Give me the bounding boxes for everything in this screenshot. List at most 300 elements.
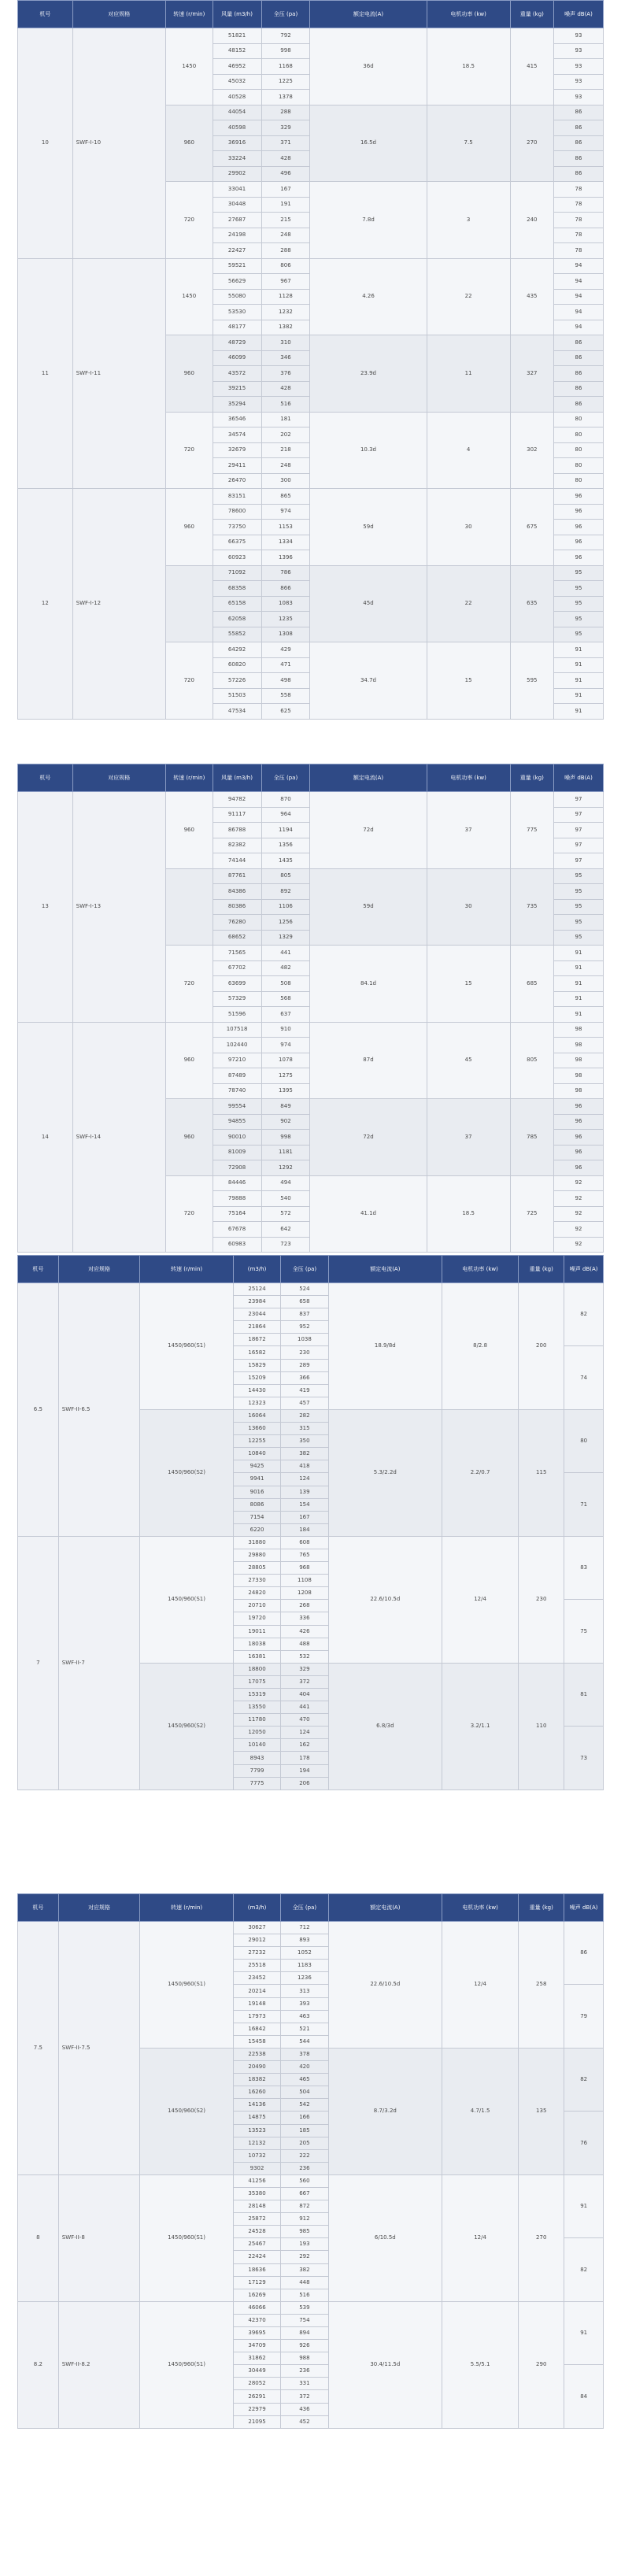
power-cell: 4 bbox=[427, 412, 510, 489]
pressure-cell: 1329 bbox=[261, 930, 310, 946]
airflow-cell: 16842 bbox=[233, 2023, 280, 2035]
noise-cell: 91 bbox=[553, 1007, 603, 1023]
power-cell: 45 bbox=[427, 1022, 510, 1099]
airflow-cell: 23984 bbox=[233, 1296, 280, 1308]
model-number: 7 bbox=[18, 1536, 59, 1790]
airflow-cell: 45032 bbox=[213, 74, 261, 90]
pressure-cell: 1236 bbox=[281, 1972, 328, 1985]
pressure-cell: 420 bbox=[281, 2061, 328, 2074]
pressure-cell: 162 bbox=[281, 1739, 328, 1752]
table-row bbox=[18, 1022, 604, 1038]
pressure-cell: 1052 bbox=[281, 1947, 328, 1960]
weight-cell: 675 bbox=[510, 489, 553, 566]
pressure-cell: 329 bbox=[281, 1663, 328, 1675]
pressure-cell: 1208 bbox=[281, 1587, 328, 1600]
airflow-cell: 78740 bbox=[213, 1083, 261, 1099]
pressure-cell: 457 bbox=[281, 1397, 328, 1409]
airflow-cell: 30448 bbox=[213, 197, 261, 213]
column-header: 额定电流(A) bbox=[328, 1256, 442, 1283]
pressure-cell: 902 bbox=[261, 1114, 310, 1130]
column-header: 机号 bbox=[18, 1256, 59, 1283]
airflow-cell: 76280 bbox=[213, 915, 261, 931]
noise-cell: 95 bbox=[553, 596, 603, 612]
pressure-cell: 1292 bbox=[261, 1160, 310, 1176]
noise-cell: 74 bbox=[564, 1346, 604, 1409]
airflow-cell: 7154 bbox=[233, 1511, 280, 1523]
pressure-cell: 181 bbox=[261, 412, 310, 427]
airflow-cell: 18038 bbox=[233, 1638, 280, 1650]
table-row bbox=[18, 489, 604, 505]
weight-cell: 435 bbox=[510, 258, 553, 335]
pressure-cell: 393 bbox=[281, 1997, 328, 2010]
pressure-cell: 806 bbox=[261, 258, 310, 274]
pressure-cell: 310 bbox=[261, 335, 310, 351]
table-header-row bbox=[18, 1256, 604, 1283]
airflow-cell: 56629 bbox=[213, 274, 261, 290]
pressure-cell: 765 bbox=[281, 1549, 328, 1561]
current-cell: 72d bbox=[310, 792, 427, 869]
speed-cell bbox=[165, 565, 213, 642]
pressure-cell: 436 bbox=[281, 2403, 328, 2415]
airflow-cell: 6220 bbox=[233, 1523, 280, 1536]
noise-cell: 93 bbox=[553, 90, 603, 105]
airflow-cell: 83151 bbox=[213, 489, 261, 505]
airflow-cell: 25518 bbox=[233, 1960, 280, 1972]
column-header: 转速 (r/min) bbox=[140, 1256, 234, 1283]
airflow-cell: 13550 bbox=[233, 1701, 280, 1714]
airflow-cell: 29012 bbox=[233, 1934, 280, 1947]
current-cell: 45d bbox=[310, 565, 427, 642]
noise-cell: 93 bbox=[553, 74, 603, 90]
airflow-cell: 36916 bbox=[213, 135, 261, 151]
speed-cell: 960 bbox=[165, 105, 213, 182]
airflow-cell: 16269 bbox=[233, 2289, 280, 2301]
column-header: 重量 (kg) bbox=[510, 1, 553, 28]
pressure-cell: 426 bbox=[281, 1625, 328, 1638]
airflow-cell: 34574 bbox=[213, 427, 261, 443]
weight-cell: 725 bbox=[510, 1175, 553, 1253]
noise-cell: 80 bbox=[553, 458, 603, 474]
airflow-cell: 41256 bbox=[233, 2174, 280, 2187]
pressure-cell: 894 bbox=[281, 2327, 328, 2340]
noise-cell: 96 bbox=[553, 1160, 603, 1176]
power-cell: 15 bbox=[427, 642, 510, 720]
airflow-cell: 18800 bbox=[233, 1663, 280, 1675]
column-header: 转速 (r/min) bbox=[165, 1, 213, 28]
airflow-cell: 16582 bbox=[233, 1346, 280, 1359]
column-header: (m3/h) bbox=[233, 1894, 280, 1922]
model-number: 12 bbox=[18, 489, 73, 720]
airflow-cell: 8086 bbox=[233, 1498, 280, 1511]
airflow-cell: 21864 bbox=[233, 1321, 280, 1334]
airflow-cell: 20214 bbox=[233, 1985, 280, 1997]
column-header: 机号 bbox=[18, 1, 73, 28]
current-cell: 59d bbox=[310, 489, 427, 566]
pressure-cell: 524 bbox=[281, 1283, 328, 1296]
model-number: 14 bbox=[18, 1022, 73, 1253]
weight-cell: 735 bbox=[510, 868, 553, 946]
pressure-cell: 313 bbox=[281, 1985, 328, 1997]
current-cell: 10.3d bbox=[310, 412, 427, 489]
column-header: 额定电流(A) bbox=[328, 1894, 442, 1922]
noise-cell: 97 bbox=[553, 853, 603, 869]
pressure-cell: 124 bbox=[281, 1727, 328, 1739]
model-number: 6.5 bbox=[18, 1283, 59, 1537]
model-spec: SWF-I-10 bbox=[72, 28, 165, 259]
model-spec: SWF-II-7 bbox=[58, 1536, 140, 1790]
airflow-cell: 12050 bbox=[233, 1727, 280, 1739]
airflow-cell: 39695 bbox=[233, 2327, 280, 2340]
airflow-cell: 67678 bbox=[213, 1222, 261, 1238]
noise-cell: 95 bbox=[553, 565, 603, 581]
airflow-cell: 67702 bbox=[213, 960, 261, 976]
noise-cell: 95 bbox=[553, 884, 603, 900]
airflow-cell: 31862 bbox=[233, 2352, 280, 2365]
airflow-cell: 17075 bbox=[233, 1675, 280, 1688]
noise-cell: 80 bbox=[553, 473, 603, 489]
noise-cell: 91 bbox=[553, 704, 603, 720]
pressure-cell: 988 bbox=[281, 2352, 328, 2365]
pressure-cell: 998 bbox=[261, 1130, 310, 1146]
noise-cell: 97 bbox=[553, 792, 603, 808]
noise-cell: 96 bbox=[553, 535, 603, 550]
column-header: 重量 (kg) bbox=[519, 1894, 564, 1922]
pressure-cell: 315 bbox=[281, 1423, 328, 1435]
noise-cell: 96 bbox=[553, 504, 603, 520]
airflow-cell: 20710 bbox=[233, 1600, 280, 1612]
column-header: 对应规格 bbox=[72, 764, 165, 792]
noise-cell: 97 bbox=[553, 838, 603, 853]
pressure-cell: 331 bbox=[281, 2378, 328, 2390]
pressure-cell: 1435 bbox=[261, 853, 310, 869]
pressure-cell: 194 bbox=[281, 1764, 328, 1777]
airflow-cell: 29902 bbox=[213, 166, 261, 182]
pressure-cell: 178 bbox=[281, 1752, 328, 1764]
pressure-cell: 205 bbox=[281, 2137, 328, 2149]
power-cell: 8/2.8 bbox=[442, 1283, 519, 1410]
noise-cell: 86 bbox=[553, 350, 603, 366]
noise-cell: 98 bbox=[553, 1022, 603, 1038]
pressure-cell: 542 bbox=[281, 2099, 328, 2112]
pressure-cell: 712 bbox=[281, 1922, 328, 1934]
airflow-cell: 68652 bbox=[213, 930, 261, 946]
airflow-cell: 48729 bbox=[213, 335, 261, 351]
pressure-cell: 1153 bbox=[261, 520, 310, 535]
weight-cell: 270 bbox=[510, 105, 553, 182]
pressure-cell: 805 bbox=[261, 868, 310, 884]
weight-cell: 805 bbox=[510, 1022, 553, 1099]
pressure-cell: 248 bbox=[261, 228, 310, 243]
fan-table-2 bbox=[17, 764, 604, 1253]
column-header: 转速 (r/min) bbox=[140, 1894, 234, 1922]
speed-cell: 1450/960(S2) bbox=[140, 1663, 234, 1790]
pressure-cell: 496 bbox=[261, 166, 310, 182]
airflow-cell: 36546 bbox=[213, 412, 261, 427]
model-number: 8.2 bbox=[18, 2301, 59, 2428]
pressure-cell: 184 bbox=[281, 1523, 328, 1536]
airflow-cell: 23452 bbox=[233, 1972, 280, 1985]
airflow-cell: 71565 bbox=[213, 946, 261, 961]
airflow-cell: 65158 bbox=[213, 596, 261, 612]
power-cell: 12/4 bbox=[442, 1536, 519, 1663]
airflow-cell: 7799 bbox=[233, 1764, 280, 1777]
pressure-cell: 498 bbox=[261, 673, 310, 689]
weight-cell: 258 bbox=[519, 1922, 564, 2049]
airflow-cell: 24820 bbox=[233, 1587, 280, 1600]
pressure-cell: 300 bbox=[261, 473, 310, 489]
weight-cell: 110 bbox=[519, 1663, 564, 1790]
pressure-cell: 1225 bbox=[261, 74, 310, 90]
speed-cell: 1450/960(S1) bbox=[140, 1536, 234, 1663]
weight-cell: 135 bbox=[519, 2048, 564, 2174]
airflow-cell: 18382 bbox=[233, 2074, 280, 2086]
column-header: 噪声 dB(A) bbox=[553, 764, 603, 792]
noise-cell: 95 bbox=[553, 930, 603, 946]
airflow-cell: 51821 bbox=[213, 28, 261, 44]
current-cell: 6.8/3d bbox=[328, 1663, 442, 1790]
noise-cell: 91 bbox=[564, 2301, 604, 2364]
noise-cell: 98 bbox=[553, 1038, 603, 1053]
model-spec: SWF-II-8.2 bbox=[58, 2301, 140, 2428]
airflow-cell: 25467 bbox=[233, 2238, 280, 2251]
airflow-cell: 28148 bbox=[233, 2200, 280, 2213]
column-header: 风量 (m3/h) bbox=[213, 1, 261, 28]
weight-cell: 327 bbox=[510, 335, 553, 413]
column-header: 全压 (pa) bbox=[281, 1256, 328, 1283]
current-cell: 59d bbox=[310, 868, 427, 946]
pressure-cell: 1183 bbox=[281, 1960, 328, 1972]
pressure-cell: 964 bbox=[261, 807, 310, 823]
column-header: 电机功率 (kw) bbox=[427, 764, 510, 792]
power-cell: 11 bbox=[427, 335, 510, 413]
pressure-cell: 452 bbox=[281, 2415, 328, 2428]
column-header: (m3/h) bbox=[233, 1256, 280, 1283]
pressure-cell: 139 bbox=[281, 1486, 328, 1498]
pressure-cell: 642 bbox=[261, 1222, 310, 1238]
power-cell: 2.2/0.7 bbox=[442, 1409, 519, 1536]
pressure-cell: 1038 bbox=[281, 1334, 328, 1346]
column-header: 电机功率 (kw) bbox=[442, 1256, 519, 1283]
airflow-cell: 29880 bbox=[233, 1549, 280, 1561]
airflow-cell: 26470 bbox=[213, 473, 261, 489]
power-cell: 4.7/1.5 bbox=[442, 2048, 519, 2174]
noise-cell: 86 bbox=[553, 335, 603, 351]
noise-cell: 73 bbox=[564, 1727, 604, 1790]
noise-cell: 86 bbox=[553, 397, 603, 413]
airflow-cell: 28052 bbox=[233, 2378, 280, 2390]
column-header: 噪声 dB(A) bbox=[564, 1894, 604, 1922]
noise-cell: 80 bbox=[553, 427, 603, 443]
table-row bbox=[18, 258, 604, 274]
power-cell: 18.5 bbox=[427, 1175, 510, 1253]
column-header: 额定电流(A) bbox=[310, 764, 427, 792]
airflow-cell: 30627 bbox=[233, 1922, 280, 1934]
airflow-cell: 60820 bbox=[213, 657, 261, 673]
airflow-cell: 8943 bbox=[233, 1752, 280, 1764]
speed-cell: 960 bbox=[165, 1099, 213, 1176]
weight-cell: 290 bbox=[519, 2301, 564, 2428]
table-row bbox=[18, 1283, 604, 1296]
pressure-cell: 667 bbox=[281, 2187, 328, 2200]
weight-cell: 635 bbox=[510, 565, 553, 642]
airflow-cell: 30449 bbox=[233, 2365, 280, 2378]
power-cell: 7.5 bbox=[427, 105, 510, 182]
pressure-cell: 1232 bbox=[261, 305, 310, 320]
pressure-cell: 193 bbox=[281, 2238, 328, 2251]
noise-cell: 91 bbox=[553, 946, 603, 961]
airflow-cell: 66375 bbox=[213, 535, 261, 550]
pressure-cell: 1078 bbox=[261, 1053, 310, 1068]
airflow-cell: 57329 bbox=[213, 991, 261, 1007]
speed-cell: 720 bbox=[165, 946, 213, 1023]
airflow-cell: 11780 bbox=[233, 1714, 280, 1727]
pressure-cell: 441 bbox=[261, 946, 310, 961]
noise-cell: 98 bbox=[553, 1083, 603, 1099]
pressure-cell: 248 bbox=[261, 458, 310, 474]
pressure-cell: 540 bbox=[261, 1191, 310, 1207]
pressure-cell: 1356 bbox=[261, 838, 310, 853]
model-number: 8 bbox=[18, 2174, 59, 2301]
pressure-cell: 222 bbox=[281, 2149, 328, 2162]
current-cell: 36d bbox=[310, 28, 427, 105]
model-number: 11 bbox=[18, 258, 73, 489]
column-header: 全压 (pa) bbox=[261, 764, 310, 792]
airflow-cell: 15319 bbox=[233, 1689, 280, 1701]
power-cell: 5.5/5.1 bbox=[442, 2301, 519, 2428]
pressure-cell: 372 bbox=[281, 1675, 328, 1688]
model-number: 13 bbox=[18, 792, 73, 1023]
pressure-cell: 912 bbox=[281, 2213, 328, 2226]
airflow-cell: 79888 bbox=[213, 1191, 261, 1207]
airflow-cell: 18636 bbox=[233, 2263, 280, 2276]
noise-cell: 80 bbox=[564, 1409, 604, 1472]
airflow-cell: 7775 bbox=[233, 1777, 280, 1790]
airflow-cell: 94855 bbox=[213, 1114, 261, 1130]
airflow-cell: 14430 bbox=[233, 1384, 280, 1397]
pressure-cell: 870 bbox=[261, 792, 310, 808]
pressure-cell: 376 bbox=[261, 366, 310, 382]
current-cell: 87d bbox=[310, 1022, 427, 1099]
noise-cell: 91 bbox=[553, 976, 603, 992]
current-cell: 41.1d bbox=[310, 1175, 427, 1253]
airflow-cell: 46099 bbox=[213, 350, 261, 366]
noise-cell: 97 bbox=[553, 823, 603, 838]
pressure-cell: 288 bbox=[261, 105, 310, 120]
pressure-cell: 371 bbox=[261, 135, 310, 151]
pressure-cell: 206 bbox=[281, 1777, 328, 1790]
speed-cell: 1450/960(S1) bbox=[140, 2174, 234, 2301]
airflow-cell: 39215 bbox=[213, 381, 261, 397]
pressure-cell: 849 bbox=[261, 1099, 310, 1115]
speed-cell: 1450 bbox=[165, 28, 213, 105]
airflow-cell: 84446 bbox=[213, 1175, 261, 1191]
airflow-cell: 19011 bbox=[233, 1625, 280, 1638]
pressure-cell: 968 bbox=[281, 1562, 328, 1575]
noise-cell: 84 bbox=[564, 2365, 604, 2428]
speed-cell bbox=[165, 868, 213, 946]
airflow-cell: 44054 bbox=[213, 105, 261, 120]
pressure-cell: 837 bbox=[281, 1308, 328, 1321]
airflow-cell: 40598 bbox=[213, 120, 261, 136]
noise-cell: 98 bbox=[553, 1053, 603, 1068]
airflow-cell: 13523 bbox=[233, 2124, 280, 2137]
airflow-cell: 86788 bbox=[213, 823, 261, 838]
noise-cell: 94 bbox=[553, 289, 603, 305]
pressure-cell: 608 bbox=[281, 1536, 328, 1549]
airflow-cell: 24198 bbox=[213, 228, 261, 243]
pressure-cell: 404 bbox=[281, 1689, 328, 1701]
noise-cell: 96 bbox=[553, 1130, 603, 1146]
noise-cell: 95 bbox=[553, 868, 603, 884]
model-spec: SWF-I-11 bbox=[72, 258, 165, 489]
airflow-cell: 84386 bbox=[213, 884, 261, 900]
airflow-cell: 31880 bbox=[233, 1536, 280, 1549]
noise-cell: 96 bbox=[553, 520, 603, 535]
noise-cell: 78 bbox=[553, 213, 603, 228]
pressure-cell: 282 bbox=[281, 1409, 328, 1422]
noise-cell: 97 bbox=[553, 807, 603, 823]
weight-cell: 302 bbox=[510, 412, 553, 489]
airflow-cell: 57226 bbox=[213, 673, 261, 689]
weight-cell: 775 bbox=[510, 792, 553, 869]
airflow-cell: 15458 bbox=[233, 2035, 280, 2048]
noise-cell: 94 bbox=[553, 258, 603, 274]
airflow-cell: 82382 bbox=[213, 838, 261, 853]
weight-cell: 200 bbox=[519, 1283, 564, 1410]
airflow-cell: 33041 bbox=[213, 182, 261, 198]
pressure-cell: 329 bbox=[261, 120, 310, 136]
airflow-cell: 27330 bbox=[233, 1575, 280, 1587]
pressure-cell: 382 bbox=[281, 2263, 328, 2276]
pressure-cell: 792 bbox=[261, 28, 310, 44]
pressure-cell: 167 bbox=[261, 182, 310, 198]
pressure-cell: 544 bbox=[281, 2035, 328, 2048]
airflow-cell: 23044 bbox=[233, 1308, 280, 1321]
pressure-cell: 1378 bbox=[261, 90, 310, 105]
pressure-cell: 637 bbox=[261, 1007, 310, 1023]
noise-cell: 83 bbox=[564, 1536, 604, 1599]
weight-cell: 270 bbox=[519, 2174, 564, 2301]
model-number: 10 bbox=[18, 28, 73, 259]
airflow-cell: 81009 bbox=[213, 1145, 261, 1160]
noise-cell: 95 bbox=[553, 627, 603, 642]
noise-cell: 94 bbox=[553, 305, 603, 320]
airflow-cell: 62058 bbox=[213, 612, 261, 627]
airflow-cell: 14875 bbox=[233, 2112, 280, 2124]
weight-cell: 115 bbox=[519, 1409, 564, 1536]
column-header: 机号 bbox=[18, 764, 73, 792]
airflow-cell: 71092 bbox=[213, 565, 261, 581]
airflow-cell: 32679 bbox=[213, 442, 261, 458]
column-header: 对应规格 bbox=[58, 1894, 140, 1922]
pressure-cell: 754 bbox=[281, 2314, 328, 2326]
noise-cell: 78 bbox=[553, 182, 603, 198]
noise-cell: 78 bbox=[553, 243, 603, 259]
power-cell: 3.2/1.1 bbox=[442, 1663, 519, 1790]
airflow-cell: 22427 bbox=[213, 243, 261, 259]
pressure-cell: 508 bbox=[261, 976, 310, 992]
pressure-cell: 952 bbox=[281, 1321, 328, 1334]
pressure-cell: 865 bbox=[261, 489, 310, 505]
airflow-cell: 27687 bbox=[213, 213, 261, 228]
fan-table-1 bbox=[17, 0, 604, 720]
pressure-cell: 625 bbox=[261, 704, 310, 720]
weight-cell: 240 bbox=[510, 182, 553, 259]
noise-cell: 86 bbox=[553, 120, 603, 136]
speed-cell: 1450/960(S2) bbox=[140, 2048, 234, 2174]
pressure-cell: 470 bbox=[281, 1714, 328, 1727]
speed-cell: 960 bbox=[165, 792, 213, 869]
